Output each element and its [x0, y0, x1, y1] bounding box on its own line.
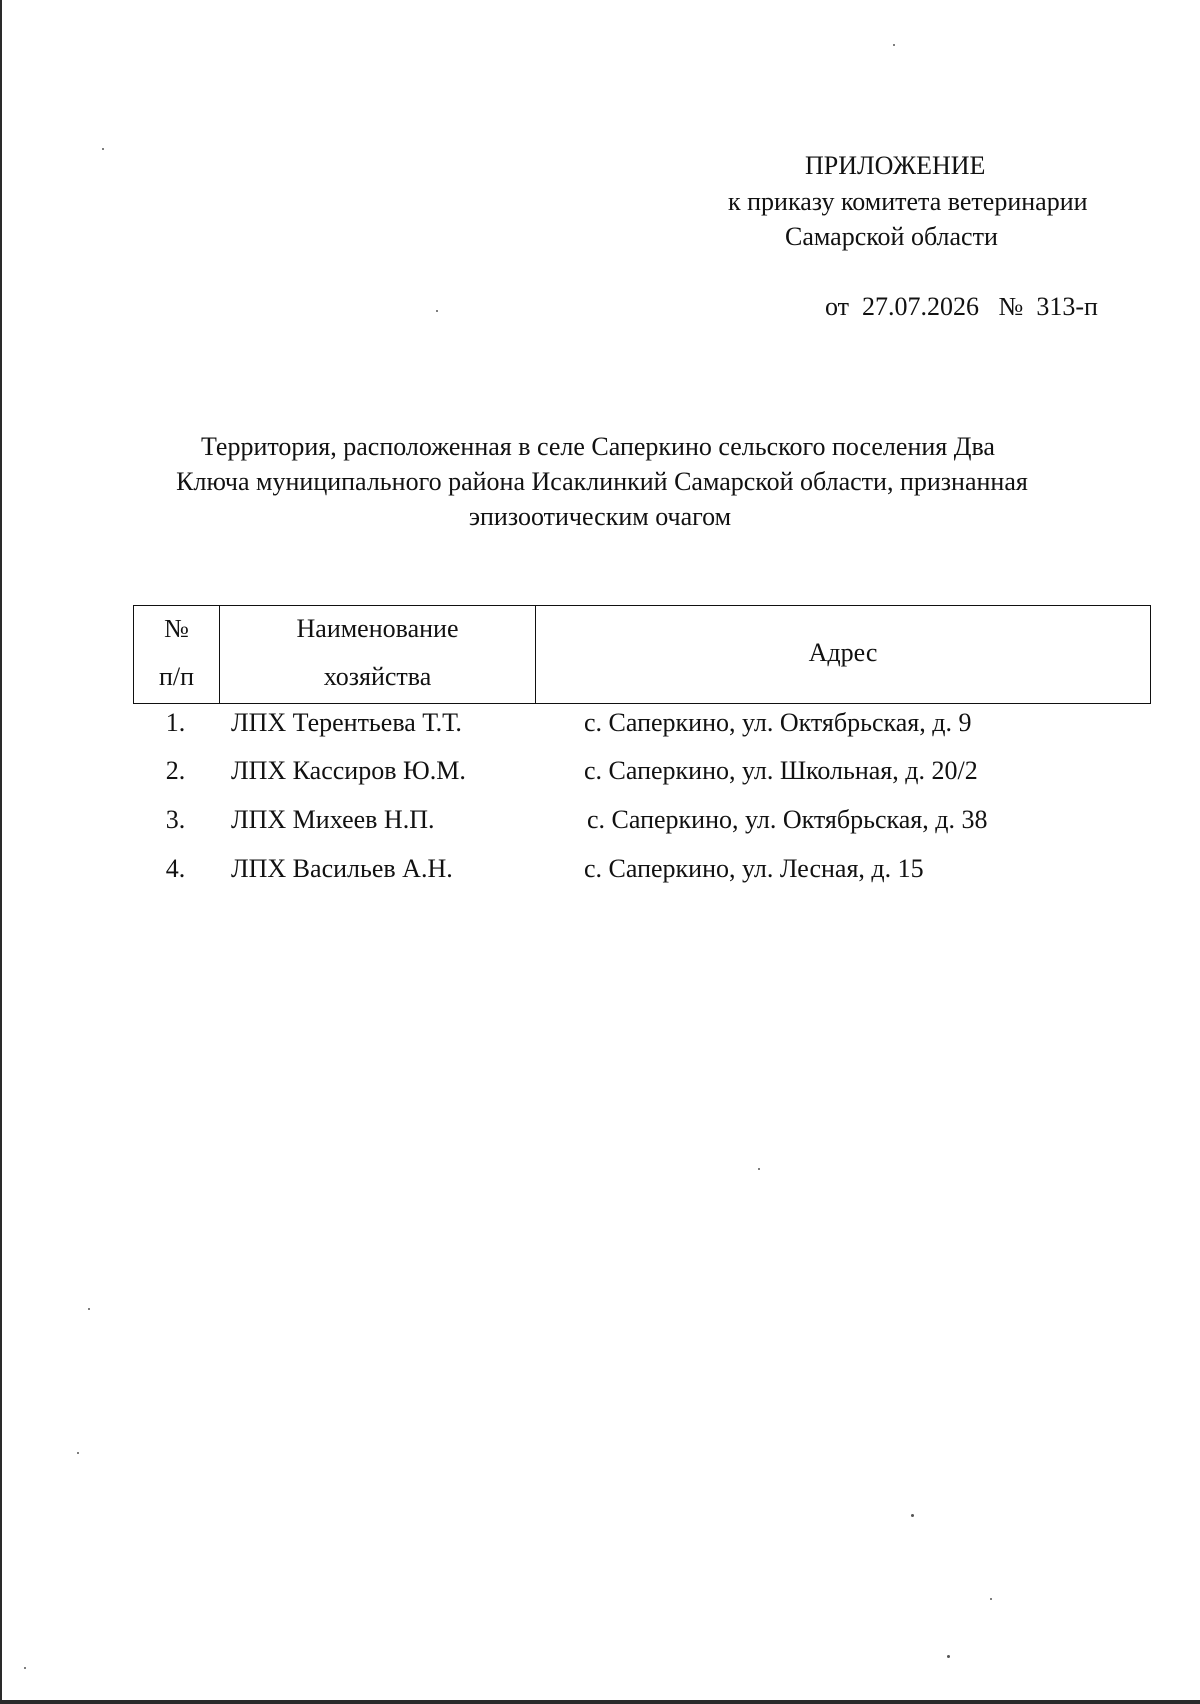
- row-farm-name: ЛПХ Васильев А.Н.: [231, 854, 453, 883]
- header-number-pp: п/п: [158, 662, 195, 691]
- header-number-symbol: №: [164, 614, 189, 643]
- header-name-line-2: хозяйства: [323, 662, 432, 691]
- table-row: [133, 805, 1151, 849]
- scan-speck: [102, 148, 104, 150]
- row-address: с. Саперкино, ул. Октябрьская, д. 38: [587, 805, 988, 834]
- appendix-order-ref: к приказу комитета ветеринарии: [728, 187, 1088, 216]
- scan-speck: [947, 1655, 950, 1658]
- row-address: с. Саперкино, ул. Октябрьская, д. 9: [584, 708, 972, 737]
- row-number: 1.: [165, 708, 186, 737]
- row-address: с. Саперкино, ул. Школьная, д. 20/2: [584, 756, 978, 785]
- row-farm-name: ЛПХ Кассиров Ю.М.: [231, 756, 466, 785]
- row-farm-name: ЛПХ Михеев Н.П.: [231, 805, 435, 834]
- header-address: Адрес: [808, 638, 878, 667]
- scan-speck: [911, 1514, 914, 1517]
- scan-speck: [77, 1452, 79, 1454]
- scan-speck: [88, 1308, 90, 1310]
- table-row: [133, 854, 1151, 898]
- document-title-line-2: Ключа муниципального района Исаклинкий Самарской области, признанная: [176, 467, 1028, 496]
- document-title-line-3: эпизоотическим очагом: [468, 502, 732, 531]
- row-address: с. Саперкино, ул. Лесная, д. 15: [584, 854, 924, 883]
- scan-edge-left: [0, 0, 2, 1704]
- scan-speck: [436, 310, 438, 312]
- table-row: [133, 708, 1151, 752]
- appendix-title: ПРИЛОЖЕНИЕ: [805, 151, 986, 180]
- scan-speck: [24, 1667, 26, 1669]
- scan-speck: [893, 44, 895, 46]
- row-number: 3.: [165, 805, 186, 834]
- document-title-line-1: Территория, расположенная в селе Саперкино сельского поселения Два: [201, 432, 995, 461]
- row-farm-name: ЛПХ Терентьева Т.Т.: [231, 708, 462, 737]
- order-date-number: от 27.07.2026 № 313-п: [825, 292, 1098, 321]
- scan-speck: [990, 1598, 992, 1600]
- table-row: [133, 756, 1151, 800]
- table-header: [133, 605, 1151, 704]
- scan-edge-bottom: [0, 1700, 1200, 1704]
- row-number: 4.: [165, 854, 186, 883]
- scan-speck: [758, 1168, 760, 1170]
- row-number: 2.: [165, 756, 186, 785]
- appendix-region: Самарской области: [785, 222, 998, 251]
- header-name-line-1: Наименование: [296, 614, 459, 643]
